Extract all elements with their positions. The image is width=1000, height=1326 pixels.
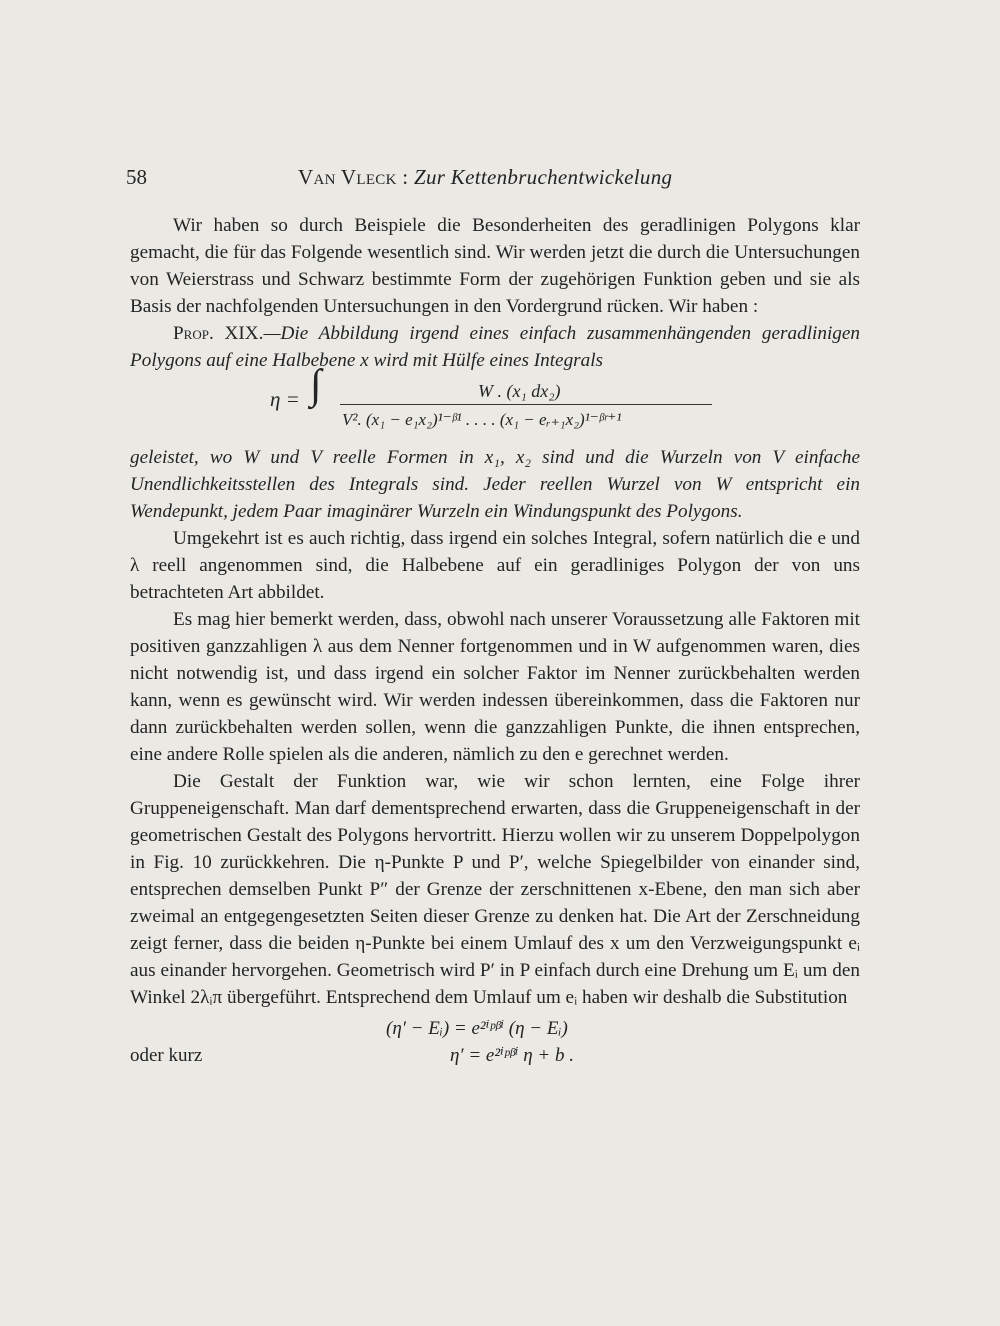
- fraction-bar: [340, 404, 712, 405]
- running-head: [298, 160, 672, 194]
- substitution-equation: (η′ − Eᵢ) = e²ⁱᵖᵝⁱ (η − Eᵢ): [386, 1018, 568, 1039]
- substitution-formula: [130, 1015, 860, 1071]
- body-text: [130, 212, 860, 1071]
- short-substitution-equation: η′ = e²ⁱᵖᵝⁱ η + b .: [450, 1045, 574, 1066]
- paragraph-umgekehrt: Umgekehrt ist es auch richtig, dass irgend ein solches Integral, sofern natürlich die e und λ reell angenommen sind, die Halbebene auf ein geradliniges Polygon der von uns betrachteten Art abbildet.: [130, 528, 860, 603]
- formula-lhs: η =: [270, 387, 300, 411]
- formula-denominator: V². (x₁ − e₁x₂)¹⁻ᵝ¹ . . . . (x₁ − eᵣ₊₁x₂)¹⁻ᵝʳ⁺¹: [342, 410, 622, 429]
- page-header: [126, 160, 866, 194]
- page-number: 58: [126, 165, 147, 189]
- paragraph-intro: Wir haben so durch Beispiele die Besonderheiten des geradlinigen Polygons klar gemacht, die für das Folgende wesentlich sind. Wir werden jetzt die durch die Untersuchungen von Weierstrass und Schwarz bestimmte Form der zugehörigen Funktion geben und sie als Basis der nachfolgenden Untersuchungen in den Vordergrund rücken. Wir haben :: [130, 215, 860, 317]
- proposition-text: —Die Abbildung irgend eines einfach zusammenhängenden geradlinigen Polygons auf eine Halbebene x wird mit Hülfe eines Integrals: [130, 323, 860, 371]
- proposition-continuation: geleistet, wo W und V reelle Formen in x₁, x₂ sind und die Wurzeln von V einfache Unendlichkeitsstellen des Integrals sind. Jeder reellen Wurzel von W entspricht ein Wendepunkt, jedem Paar imaginärer Wurzeln ein Windungspunkt des Polygons.: [130, 447, 860, 522]
- oder-kurz-label: oder kurz: [130, 1045, 203, 1066]
- proposition-paragraph: [130, 320, 860, 374]
- running-head-title: Zur Kettenbruchentwickelung: [413, 165, 673, 189]
- running-head-separator: :: [396, 165, 414, 189]
- paragraph-gestalt: Die Gestalt der Funktion war, wie wir schon lernten, eine Folge ihrer Gruppeneigenschaft. Man darf dementsprechend erwarten, dass die Gruppeneigenschaft in der geometrischen Gestalt des Polygons hervortritt. Hierzu wollen wir zu unserem Doppelpolygon in Fig. 10 zurückkehren. Die η-Punkte P und P′, welche Spiegelbilder von einander sind, entsprechen demselben Punkt P″ der Grenze der zerschnittenen x-Ebene, den man sich aber zweimal an entgegengesetzten Seiten dieser Grenze zu denken hat. Die Art der Zerschneidung zeigt ferner, dass die beiden η-Punkte bei einem Umlauf des x um den Verzweigungspunkt eᵢ aus einander hervorgehen. Geometrisch wird P′ in P einfach durch eine Drehung um Eᵢ um den Winkel 2λᵢπ übergeführt. Entsprechend dem Umlauf um eᵢ haben wir deshalb die Substitution: [130, 771, 860, 1008]
- running-head-author: Van Vleck: [298, 165, 397, 189]
- paragraph-bemerkung: Es mag hier bemerkt werden, dass, obwohl nach unserer Voraussetzung alle Faktoren mit positiven ganzzahligen λ aus dem Nenner fortgenommen und in W aufgenommen waren, dies nicht notwendig ist, und dass irgend ein solcher Faktor im Nenner zurückbehalten werden kann, wenn es gewünscht wird. Wir werden indessen übereinkommen, dass die Faktoren nur dann zurückbehalten werden sollen, wenn die ganzzahligen Punkte, die ihnen entsprechen, eine andere Rolle spielen als die anderen, nämlich zu den e gerechnet werden.: [130, 609, 860, 765]
- formula-numerator: W . (x₁ dx₂): [478, 381, 561, 401]
- integral-formula: [130, 362, 860, 442]
- integral-sign: ∫: [310, 362, 322, 408]
- proposition-label: Prop. XIX.: [173, 323, 264, 344]
